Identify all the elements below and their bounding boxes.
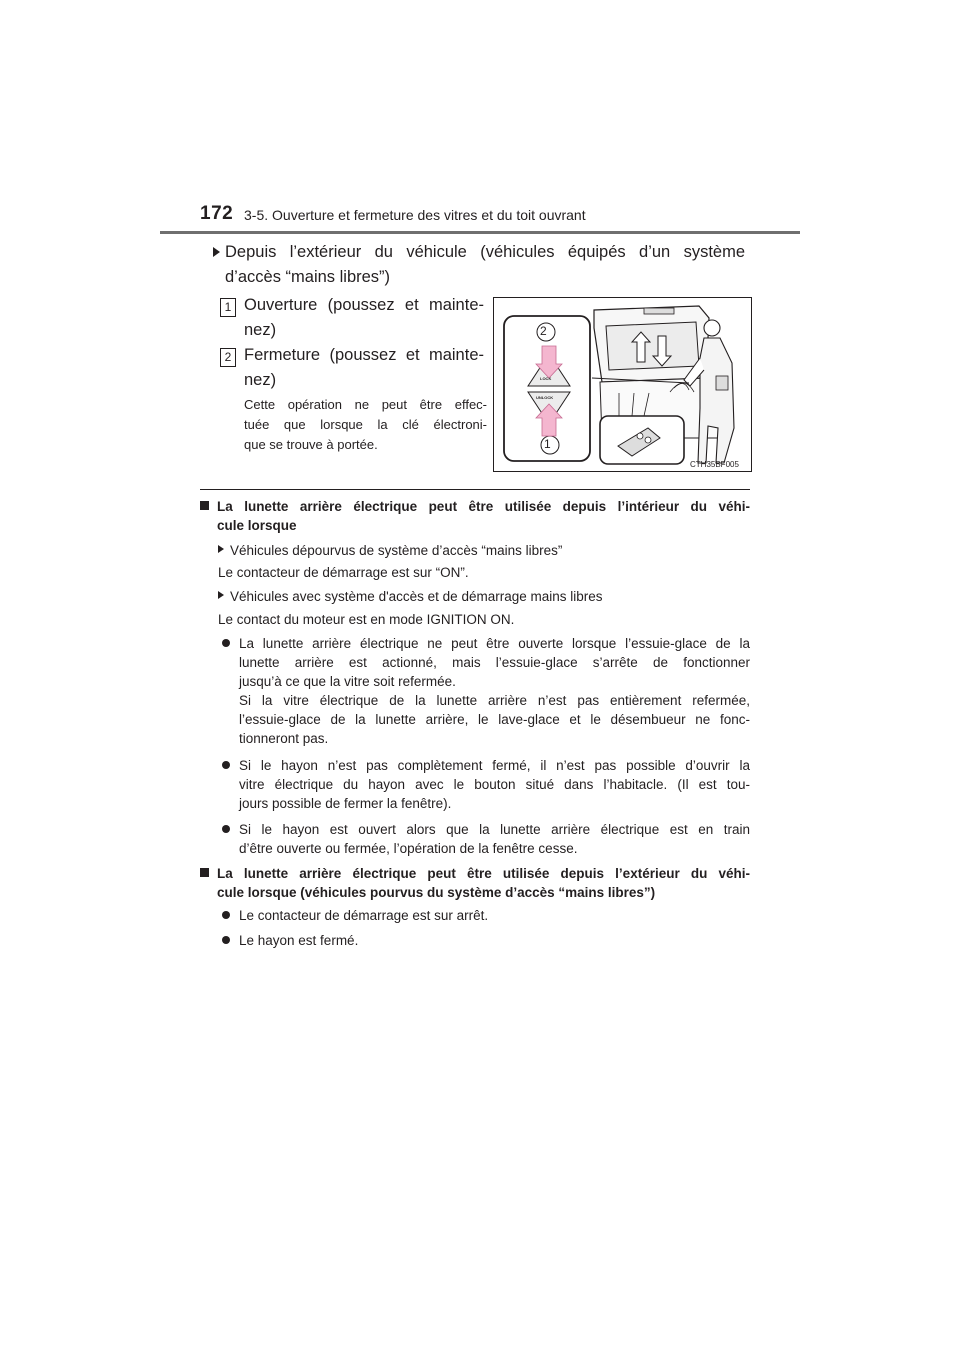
sub-1-text: Le contacteur de démarrage est sur “ON”.	[218, 565, 469, 580]
range-note	[244, 395, 487, 455]
section-1-bullet-1	[222, 634, 750, 748]
dot-bullet-icon	[222, 936, 230, 944]
note-line-2: tuée que lorsque la clé électroni-	[244, 417, 487, 432]
intro-paragraph	[225, 240, 745, 290]
section-2-bullet-1	[222, 906, 750, 925]
item-number-1: 1	[220, 298, 236, 317]
callout-1: 1	[544, 437, 551, 451]
section-2-bullet-1-text: Le contacteur de démarrage est sur arrêt.	[239, 908, 489, 923]
bullet-1-line-6: tionneront pas.	[239, 731, 329, 746]
triangle-bullet-icon	[213, 247, 220, 257]
illustration-svg	[494, 298, 751, 471]
bullet-1-line-5: l’essuie-glace de la lunette arrière, le lave-glace et le désembueur ne fonc-	[239, 712, 750, 727]
square-bullet-icon	[200, 501, 209, 510]
triangle-bullet-icon	[218, 545, 224, 553]
header-rule	[160, 231, 800, 234]
dot-bullet-icon	[222, 761, 230, 769]
dot-bullet-icon	[222, 825, 230, 833]
section-2-bullet-2	[222, 931, 750, 950]
bullet-1-line-4: Si la vitre électrique de la lunette arrière n’est pas entièrement refermée,	[239, 693, 750, 708]
section-2-heading	[200, 864, 750, 902]
item-number-2: 2	[220, 348, 236, 367]
section-divider	[200, 489, 750, 490]
section-title: 3-5. Ouverture et fermeture des vitres et du toit ouvrant	[244, 207, 586, 223]
bullet-2-line-3: jours possible de fermer la fenêtre).	[239, 796, 452, 811]
item-1-text	[244, 293, 484, 343]
tailgate-window-illustration	[493, 297, 752, 472]
item-1-line-2: nez)	[244, 321, 277, 339]
dot-bullet-icon	[222, 911, 230, 919]
section-2-heading-line-1: La lunette arrière électrique peut être utilisée depuis l’extérieur du véhi-	[217, 866, 750, 881]
bullet-1-line-3: jusqu’à ce que la vitre soit refermée.	[239, 674, 456, 689]
intro-line-2: d’accès “mains libres”)	[225, 268, 391, 286]
bullet-1-line-1: La lunette arrière électrique ne peut être ouverte lorsque l’essuie-glace de la	[239, 636, 750, 651]
page-number: 172	[200, 203, 234, 224]
section-2-bullet-2-text: Le hayon est fermé.	[239, 933, 359, 948]
bullet-3-line-2: d’être ouverte ou fermée, l’opération de la fenêtre cesse.	[239, 841, 578, 856]
item-1-line-1: Ouverture (poussez et mainte-	[244, 296, 484, 314]
item-2-text	[244, 343, 484, 393]
figure-code: CTH35BF005	[690, 460, 739, 469]
bullet-3-line-1: Si le hayon est ouvert alors que la lunette arrière électrique est en train	[239, 822, 750, 837]
unlock-label: UNLOCK	[536, 395, 554, 400]
section-1-heading-line-1: La lunette arrière électrique peut être utilisée depuis l’intérieur du véhi-	[217, 499, 750, 514]
sub-2-title	[218, 587, 750, 606]
dot-bullet-icon	[222, 639, 230, 647]
section-2-heading-line-2: cule lorsque (véhicules pourvus du système d’accès “mains libres”)	[217, 885, 656, 900]
intro-line-1: Depuis l’extérieur du véhicule (véhicules équipés d’un système	[225, 243, 745, 261]
square-bullet-icon	[200, 868, 209, 877]
sub-2-text: Le contact du moteur est en mode IGNITION ON.	[218, 612, 515, 627]
callout-2: 2	[540, 324, 547, 338]
note-line-3: que se trouve à portée.	[244, 437, 378, 452]
sub-1-title-text: Véhicules dépourvus de système d’accès “mains libres”	[230, 543, 563, 558]
triangle-bullet-icon	[218, 591, 224, 599]
note-line-1: Cette opération ne peut être effec-	[244, 397, 487, 412]
section-1-heading	[200, 497, 750, 535]
bullet-2-line-1: Si le hayon n’est pas complètement fermé, il n’est pas possible d’ouvrir la	[239, 758, 750, 773]
sub-2-title-text: Véhicules avec système d'accès et de démarrage mains libres	[230, 589, 603, 604]
item-2-line-2: nez)	[244, 371, 277, 389]
bullet-1-line-2: lunette arrière est actionné, mais l’essuie-glace s’arrête de fonctionner	[239, 655, 750, 670]
section-1-bullet-2	[222, 756, 750, 813]
lock-label: LOCK	[540, 376, 552, 381]
bullet-2-line-2: vitre électrique du hayon avec le bouton situé dans l’habitacle. (Il est tou-	[239, 777, 750, 792]
section-1-bullet-3	[222, 820, 750, 858]
section-1-heading-line-2: cule lorsque	[217, 518, 297, 533]
item-2-line-1: Fermeture (poussez et mainte-	[244, 346, 484, 364]
sub-1-title	[218, 541, 750, 560]
